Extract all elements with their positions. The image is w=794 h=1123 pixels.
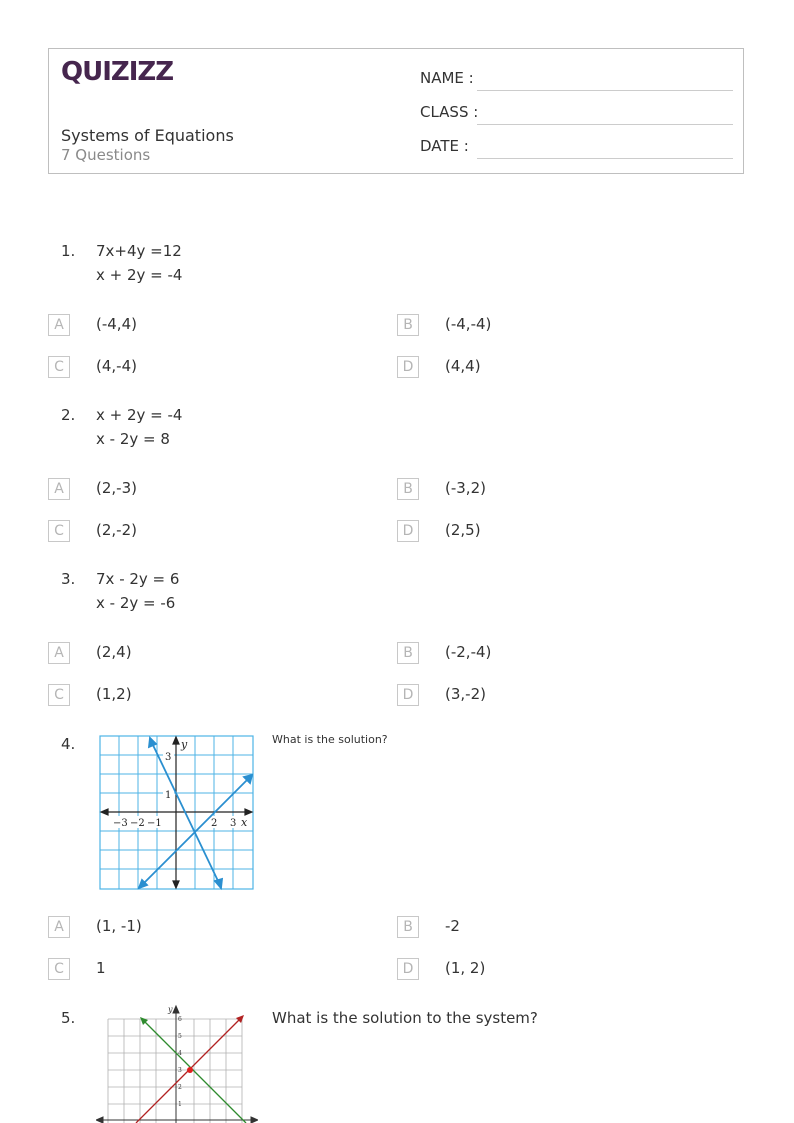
graph-tick-label: 3 xyxy=(178,1067,182,1074)
option-b-box[interactable]: B xyxy=(397,642,419,664)
quizizz-logo: QUIZIZZ xyxy=(61,57,174,87)
class-label: CLASS : xyxy=(420,103,479,121)
graph-tick-label: −3 xyxy=(113,818,128,829)
option-d-box[interactable]: D xyxy=(397,520,419,542)
name-field[interactable] xyxy=(477,89,733,91)
option-a-box[interactable]: A xyxy=(48,314,70,336)
graph-tick-label: 1 xyxy=(165,790,172,801)
option-a-box[interactable]: A xyxy=(48,642,70,664)
graph-axes xyxy=(96,1006,258,1123)
option-d-box[interactable]: D xyxy=(397,684,419,706)
equation-line: 7x+4y =12 xyxy=(96,242,182,260)
option-d-box[interactable]: D xyxy=(397,958,419,980)
system-graph-figure xyxy=(96,1003,258,1123)
graph-tick-label: 3 xyxy=(165,752,172,763)
worksheet-header xyxy=(48,48,744,174)
graph-tick-label: −2 xyxy=(130,818,145,829)
option-a-text[interactable]: (2,4) xyxy=(96,643,132,661)
equation-line: 7x - 2y = 6 xyxy=(96,570,180,588)
graph-tick-label: −1 xyxy=(147,818,162,829)
graph-tick-label: 2 xyxy=(211,818,218,829)
question-number: 1. xyxy=(61,242,76,260)
option-d-box[interactable]: D xyxy=(397,356,419,378)
option-c-box[interactable]: C xyxy=(48,520,70,542)
graph-tick-label: 5 xyxy=(178,1033,182,1040)
option-d-text[interactable]: (4,4) xyxy=(445,357,481,375)
option-a-box[interactable]: A xyxy=(48,916,70,938)
option-b-box[interactable]: B xyxy=(397,478,419,500)
option-b-text[interactable]: (-2,-4) xyxy=(445,643,492,661)
question-number: 3. xyxy=(61,570,76,588)
graph-y-label: y xyxy=(168,1005,173,1014)
equation-line: x - 2y = 8 xyxy=(96,430,170,448)
question-number: 2. xyxy=(61,406,76,424)
option-c-box[interactable]: C xyxy=(48,958,70,980)
date-label: DATE : xyxy=(420,137,469,155)
class-field[interactable] xyxy=(477,123,733,125)
equation-line: x - 2y = -6 xyxy=(96,594,176,612)
date-field[interactable] xyxy=(477,157,733,159)
option-c-text[interactable]: 1 xyxy=(96,959,106,977)
option-c-text[interactable]: (1,2) xyxy=(96,685,132,703)
graph-tick-label: 6 xyxy=(178,1016,182,1023)
graph-y-label: y xyxy=(181,738,188,751)
option-a-box[interactable]: A xyxy=(48,478,70,500)
question-prompt: What is the solution? xyxy=(272,733,388,746)
option-a-text[interactable]: (1, -1) xyxy=(96,917,142,935)
graph-lines xyxy=(136,1015,246,1123)
intersection-point xyxy=(187,1067,193,1073)
option-b-box[interactable]: B xyxy=(397,314,419,336)
graph-tick-label: 3 xyxy=(230,818,237,829)
option-c-text[interactable]: (2,-2) xyxy=(96,521,137,539)
equation-line: x + 2y = -4 xyxy=(96,266,183,284)
option-d-text[interactable]: (1, 2) xyxy=(445,959,486,977)
option-d-text[interactable]: (3,-2) xyxy=(445,685,486,703)
option-a-text[interactable]: (-4,4) xyxy=(96,315,137,333)
option-b-text[interactable]: (-4,-4) xyxy=(445,315,492,333)
worksheet-title: Systems of Equations xyxy=(61,126,234,145)
option-b-text[interactable]: (-3,2) xyxy=(445,479,486,497)
equation-line: x + 2y = -4 xyxy=(96,406,183,424)
name-label: NAME : xyxy=(420,69,474,87)
option-c-box[interactable]: C xyxy=(48,684,70,706)
graph-tick-label: 4 xyxy=(178,1050,182,1057)
question-count: 7 Questions xyxy=(61,146,151,164)
question-number: 5. xyxy=(61,1009,76,1027)
linear-graph-figure xyxy=(99,735,255,891)
option-d-text[interactable]: (2,5) xyxy=(445,521,481,539)
option-b-box[interactable]: B xyxy=(397,916,419,938)
graph-grid xyxy=(108,1019,242,1123)
question-number: 4. xyxy=(61,735,76,753)
option-b-text[interactable]: -2 xyxy=(445,917,460,935)
option-c-text[interactable]: (4,-4) xyxy=(96,357,137,375)
option-a-text[interactable]: (2,-3) xyxy=(96,479,137,497)
graph-x-label: x xyxy=(241,816,248,829)
option-c-box[interactable]: C xyxy=(48,356,70,378)
graph-tick-label: 1 xyxy=(178,1101,182,1108)
question-prompt: What is the solution to the system? xyxy=(272,1009,538,1027)
graph-tick-label: 2 xyxy=(178,1084,182,1091)
